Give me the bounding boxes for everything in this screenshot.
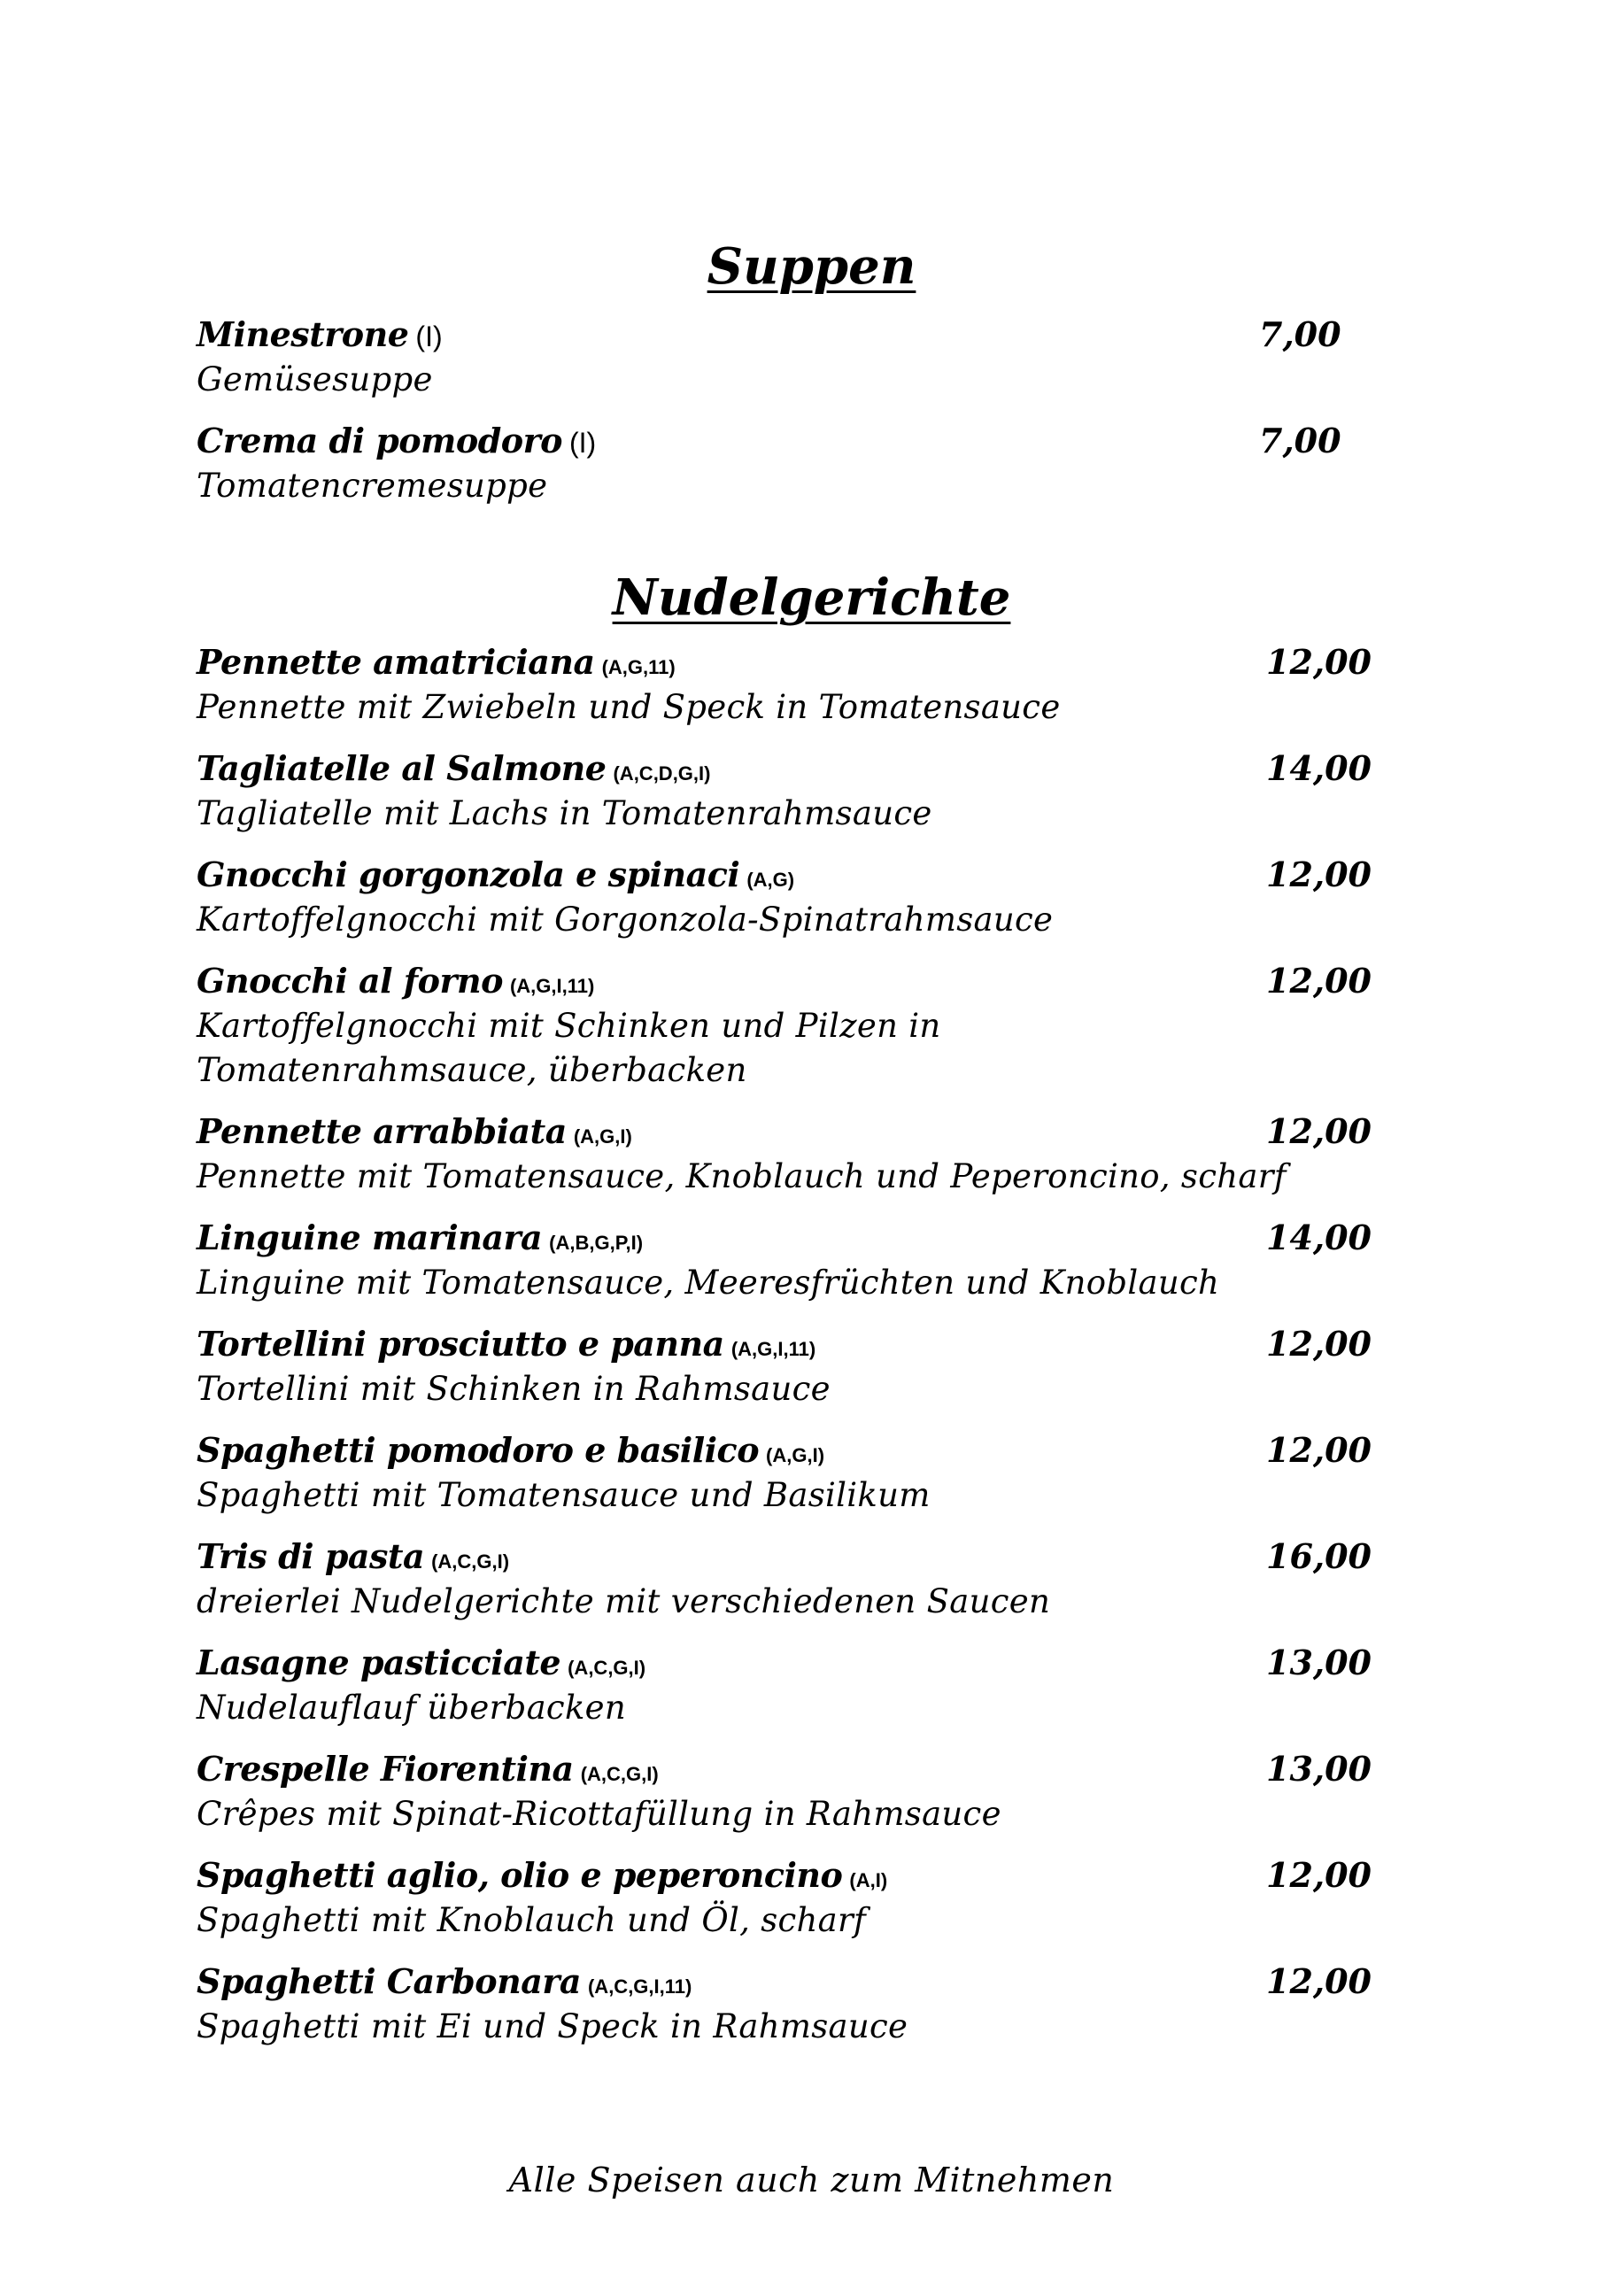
item-description: Spaghetti mit Ei und Speck in Rahmsauce: [197, 2007, 908, 2045]
item-name: Pennette amatriciana: [197, 642, 595, 682]
item-price: 12,00: [1266, 1961, 1372, 2001]
item-name: Spaghetti pomodoro e basilico: [197, 1430, 760, 1470]
item-name: Minestrone: [197, 314, 409, 354]
item-name: Linguine marinara: [197, 1218, 543, 1257]
item-allergens: (A,G,11): [601, 656, 676, 678]
item-name: Pennette arrabbiata: [197, 1111, 567, 1151]
item-name: Lasagne pasticciate: [197, 1643, 561, 1682]
item-description: Tagliatelle mit Lachs in Tomatenrahmsauce: [197, 794, 932, 832]
item-description: Pennette mit Zwiebeln und Speck in Tomatensauce: [197, 688, 1061, 726]
item-name: Crema di pomodoro: [197, 421, 562, 460]
menu-item-pennette-amatriciana: [197, 639, 1372, 730]
item-allergens: (A,G,I): [766, 1444, 825, 1466]
item-name: Tortellini prosciutto e panna: [197, 1324, 724, 1364]
item-description: Kartoffelgnocchi mit Schinken und Pilzen in Tomatenrahmsauce, überbacken: [197, 1007, 941, 1089]
item-name: Spaghetti aglio, olio e peperoncino: [197, 1855, 843, 1895]
item-description: dreierlei Nudelgerichte mit verschiedenen Saucen: [197, 1582, 1051, 1620]
menu-item-lasagne-pasticciate: [197, 1640, 1372, 1730]
menu-item-tris-di-pasta: [197, 1534, 1372, 1624]
item-name: Spaghetti Carbonara: [197, 1961, 581, 2001]
item-price: 12,00: [1266, 1324, 1372, 1364]
item-allergens: (A,C,G,I,11): [587, 1975, 692, 1998]
item-description: Kartoffelgnocchi mit Gorgonzola-Spinatrahmsauce: [197, 901, 1054, 939]
menu-item-pennette-arrabbiata: [197, 1109, 1372, 1199]
item-description: Linguine mit Tomatensauce, Meeresfrüchten und Knoblauch: [197, 1264, 1220, 1302]
item-price: 14,00: [1266, 1218, 1372, 1257]
item-price: 13,00: [1266, 1749, 1372, 1789]
menu-item-gnocchi-gorgonzola-e-spinaci: [197, 852, 1372, 942]
menu-item-crema-di-pomodoro: [197, 418, 1365, 508]
item-price: 12,00: [1266, 642, 1372, 682]
item-name: Gnocchi al forno: [197, 961, 503, 1001]
section-title-suppen: Suppen: [707, 237, 916, 296]
menu-item-spaghetti-aglio-olio-e-peperoncino: [197, 1852, 1372, 1943]
item-price: 7,00: [1259, 314, 1341, 354]
item-price: 16,00: [1266, 1536, 1372, 1576]
menu-item-tagliatelle-al-salmone: [197, 746, 1372, 836]
item-allergens: (A,G,I,11): [509, 975, 595, 997]
menu-item-spaghetti-carbonara: [197, 1959, 1372, 2049]
menu-item-linguine-marinara: [197, 1215, 1372, 1305]
menu-item-crespelle-fiorentina: [197, 1746, 1372, 1836]
item-allergens: (I): [569, 427, 597, 459]
item-allergens: (A,C,G,I): [568, 1657, 646, 1679]
item-allergens: (A,B,G,P,I): [549, 1232, 644, 1254]
item-price: 13,00: [1266, 1643, 1372, 1682]
item-description: Spaghetti mit Knoblauch und Öl, scharf: [197, 1901, 867, 1939]
item-name: Gnocchi gorgonzola e spinaci: [197, 854, 740, 894]
item-allergens: (A,G,I,11): [730, 1338, 816, 1360]
menu-item-gnocchi-al-forno: [197, 958, 1372, 1093]
item-allergens: (A,C,G,I): [580, 1763, 659, 1785]
item-price: 12,00: [1266, 1111, 1372, 1151]
item-description: Gemüsesuppe: [197, 360, 433, 398]
item-allergens: (A,G,I): [573, 1125, 632, 1148]
item-allergens: (I): [415, 321, 443, 352]
footer-note: Alle Speisen auch zum Mitnehmen: [508, 2161, 1115, 2199]
menu-item-minestrone: [197, 312, 1365, 402]
menu-item-spaghetti-pomodoro-e-basilico: [197, 1427, 1372, 1518]
item-description: Tomatencremesuppe: [197, 467, 548, 505]
item-allergens: (A,I): [849, 1869, 888, 1891]
item-price: 12,00: [1266, 854, 1372, 894]
item-description: Nudelauflauf überbacken: [197, 1689, 626, 1727]
item-description: Pennette mit Tomatensauce, Knoblauch und Peperoncino, scharf: [197, 1157, 1287, 1195]
item-allergens: (A,G): [746, 869, 795, 891]
item-description: Crêpes mit Spinat-Ricottafüllung in Rahmsauce: [197, 1795, 1001, 1833]
item-description: Spaghetti mit Tomatensauce und Basilikum: [197, 1476, 931, 1514]
item-name: Tagliatelle al Salmone: [197, 748, 607, 788]
item-allergens: (A,C,G,I): [431, 1550, 510, 1573]
menu-item-tortellini-prosciutto-e-panna: [197, 1321, 1372, 1411]
item-price: 12,00: [1266, 1855, 1372, 1895]
item-price: 12,00: [1266, 1430, 1372, 1470]
item-price: 12,00: [1266, 961, 1372, 1001]
item-description: Tortellini mit Schinken in Rahmsauce: [197, 1370, 831, 1408]
item-price: 7,00: [1259, 421, 1341, 460]
item-name: Crespelle Fiorentina: [197, 1749, 574, 1789]
item-price: 14,00: [1266, 748, 1372, 788]
item-allergens: (A,C,D,G,I): [613, 762, 711, 785]
item-name: Tris di pasta: [197, 1536, 425, 1576]
section-title-nudelgerichte: Nudelgerichte: [612, 568, 1011, 627]
